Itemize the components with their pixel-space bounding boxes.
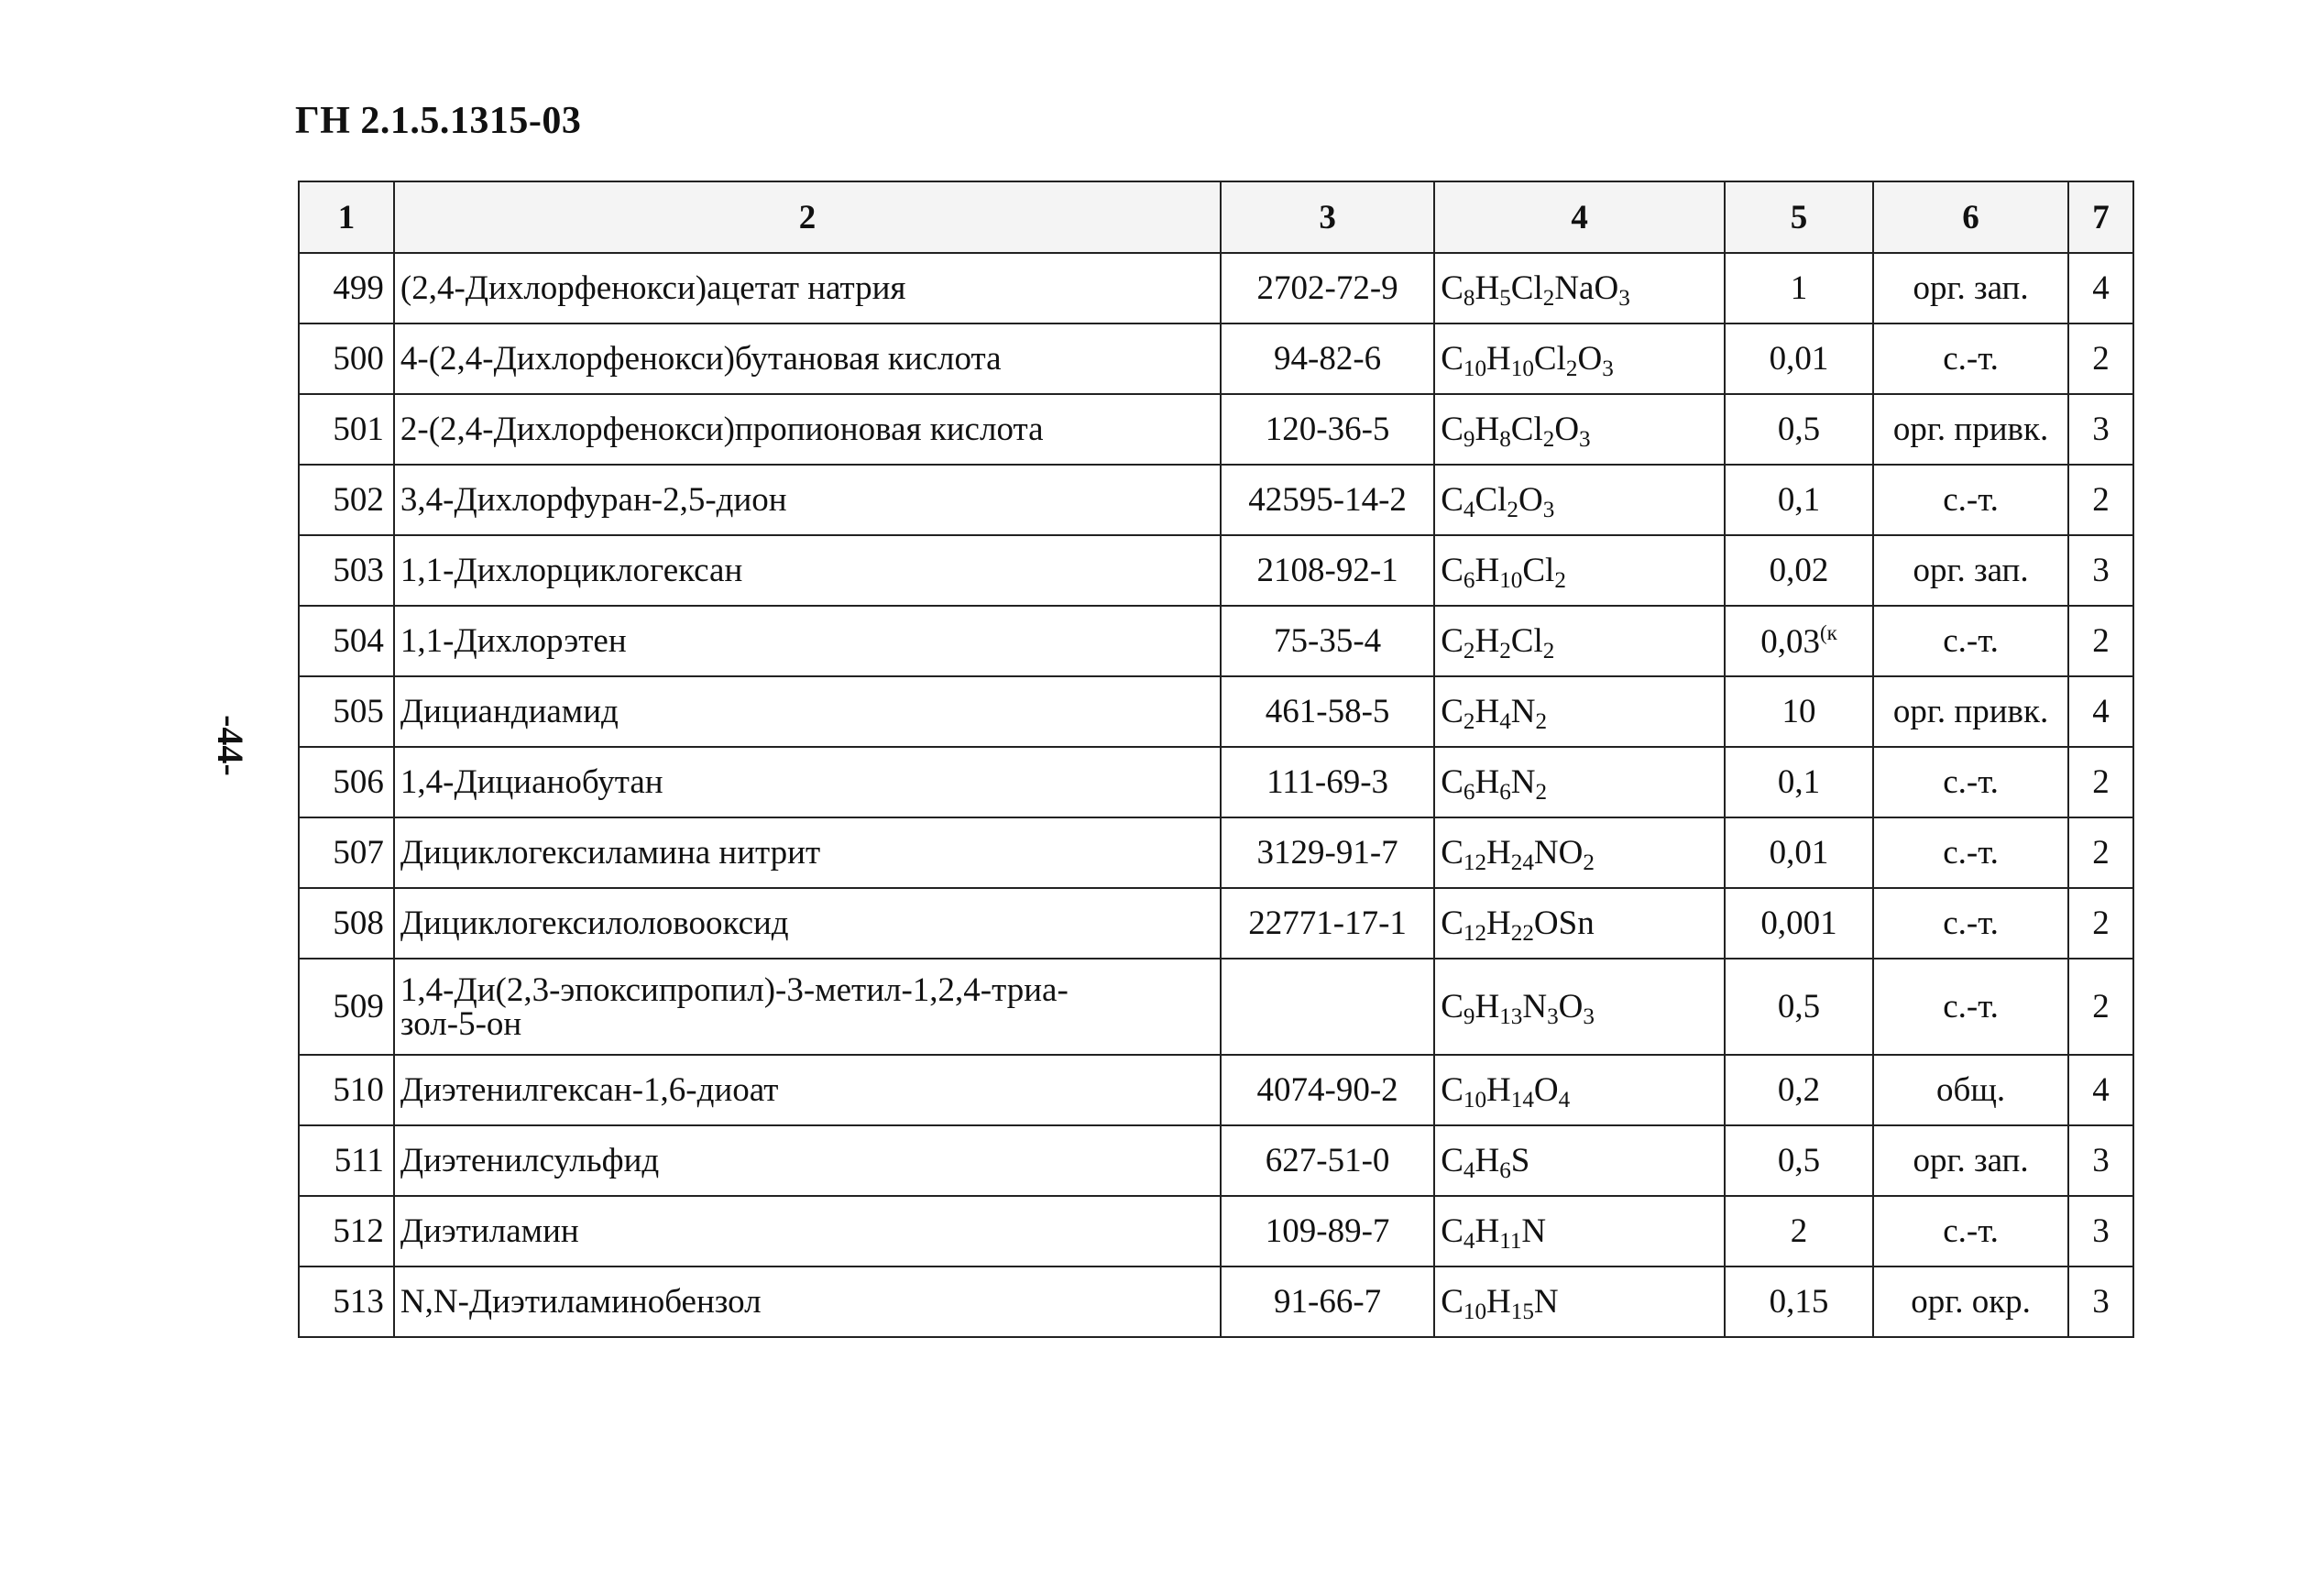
cell-cas-number: 75-35-4 [1221,606,1434,676]
cell-hazard-class: 4 [2068,676,2133,747]
cell-value [1725,1055,1873,1125]
cell-formula [1434,606,1725,676]
cell-number: 505 [299,676,394,747]
chemical-formula: $C_4H_{11}N$ [1441,1212,1547,1255]
cell-number: 501 [299,394,394,465]
cell-number: 512 [299,1196,394,1266]
value-text: 0,1 [1777,763,1821,801]
cell-cas-number: 42595-14-2 [1221,465,1434,535]
chemical-formula: $C_{10}H_{15}N$ [1441,1283,1559,1325]
cell-cas-number: 120-36-5 [1221,394,1434,465]
table-row [299,1055,2133,1125]
table-header-row [299,181,2133,253]
cell-hazard-sign: с.-т. [1873,817,2068,888]
table-row [299,959,2133,1055]
table-row [299,747,2133,817]
cell-name [394,253,1221,323]
cell-value [1725,959,1873,1055]
cell-name [394,535,1221,606]
cell-name [394,888,1221,959]
column-header-hazard-sign: 6 [1873,181,2068,253]
cell-hazard-class: 2 [2068,817,2133,888]
document-title: ГН 2.1.5.1315-03 [295,100,582,142]
table-body [299,253,2133,1337]
cell-formula [1434,1055,1725,1125]
chemical-formula: $C_4Cl_2O_3$ [1441,481,1555,523]
cell-formula [1434,253,1725,323]
cell-name [394,676,1221,747]
cell-value [1725,817,1873,888]
cell-number: 502 [299,465,394,535]
cell-name-line: Диэтенилсульфид [400,1142,660,1179]
cell-hazard-sign: с.-т. [1873,606,2068,676]
cell-value [1725,606,1873,676]
cell-name [394,394,1221,465]
cell-number: 499 [299,253,394,323]
cell-name [394,959,1221,1055]
cell-number: 513 [299,1266,394,1337]
cell-value [1725,394,1873,465]
table-row [299,1125,2133,1196]
table-row [299,1196,2133,1266]
value-text: 0,1 [1777,481,1821,519]
cell-hazard-class: 2 [2068,323,2133,394]
cell-cas-number: 91-66-7 [1221,1266,1434,1337]
cell-name [394,606,1221,676]
substances-table [298,181,2134,1338]
cell-hazard-sign: с.-т. [1873,888,2068,959]
chemical-formula: $C_{12}H_{22}OSn$ [1441,905,1595,947]
cell-value [1725,1125,1873,1196]
cell-name [394,1266,1221,1337]
table-row [299,253,2133,323]
table-row [299,394,2133,465]
cell-value [1725,888,1873,959]
cell-hazard-sign: орг. окр. [1873,1266,2068,1337]
cell-value [1725,465,1873,535]
chemical-formula: $C_{10}H_{10}Cl_2O_3$ [1441,340,1614,382]
cell-name-line: 2-(2,4-Дихлорфенокси)пропионовая кислота [400,411,1044,448]
cell-formula [1434,1196,1725,1266]
cell-name-line: 1,4-Ди(2,3-эпоксипропил)-3-метил-1,2,4-триа- [400,970,1069,1009]
table-row [299,817,2133,888]
table-row [299,888,2133,959]
cell-name-line: (2,4-Дихлорфенокси)ацетат натрия [400,269,906,307]
cell-cas-number [1221,959,1434,1055]
cell-name-line: Дициклогексиламина нитрит [400,834,821,872]
cell-name-line: 3,4-Дихлорфуран-2,5-дион [400,481,787,519]
column-header-value: 5 [1725,181,1873,253]
cell-formula [1434,747,1725,817]
cell-hazard-class: 3 [2068,1125,2133,1196]
value-text: 0,5 [1777,411,1821,448]
cell-cas-number: 111-69-3 [1221,747,1434,817]
cell-value [1725,253,1873,323]
cell-cas-number: 2108-92-1 [1221,535,1434,606]
column-header-cas: 3 [1221,181,1434,253]
chemical-formula: $C_4H_6S$ [1441,1142,1530,1184]
value-text: 0,03 [1760,622,1821,661]
cell-number: 503 [299,535,394,606]
cell-number: 508 [299,888,394,959]
value-text: 0,5 [1777,1142,1821,1179]
cell-name-line: 1,4-Дицианобутан [400,763,663,801]
cell-formula [1434,465,1725,535]
table-row [299,323,2133,394]
cell-formula [1434,959,1725,1055]
cell-hazard-class: 2 [2068,959,2133,1055]
column-header-class: 7 [2068,181,2133,253]
cell-hazard-class: 3 [2068,1196,2133,1266]
table-row [299,465,2133,535]
cell-name-line: 1,1-Дихлорэтен [400,622,627,660]
cell-name [394,323,1221,394]
cell-value [1725,1196,1873,1266]
cell-number: 509 [299,959,394,1055]
table-row [299,676,2133,747]
chemical-formula: $C_{12}H_{24}NO_2$ [1441,834,1595,876]
cell-formula [1434,817,1725,888]
cell-hazard-class: 2 [2068,747,2133,817]
cell-name [394,1196,1221,1266]
cell-hazard-sign: орг. привк. [1873,676,2068,747]
cell-cas-number: 461-58-5 [1221,676,1434,747]
substances-table-container [298,181,2134,1338]
cell-value [1725,535,1873,606]
cell-formula [1434,394,1725,465]
cell-hazard-class: 4 [2068,1055,2133,1125]
chemical-formula: $C_{10}H_{14}O_4$ [1441,1071,1571,1113]
table-row [299,606,2133,676]
cell-cas-number: 627-51-0 [1221,1125,1434,1196]
table-row [299,535,2133,606]
cell-cas-number: 94-82-6 [1221,323,1434,394]
value-text: 1 [1790,269,1808,307]
cell-name-line: Дициклогексилоловооксид [400,905,789,942]
cell-hazard-sign: общ. [1873,1055,2068,1125]
cell-hazard-sign: с.-т. [1873,323,2068,394]
column-header-number: 1 [299,181,394,253]
cell-value [1725,747,1873,817]
cell-hazard-sign: орг. зап. [1873,253,2068,323]
value-text: 0,02 [1769,552,1829,589]
cell-hazard-sign: орг. привк. [1873,394,2068,465]
cell-hazard-class: 4 [2068,253,2133,323]
cell-formula [1434,535,1725,606]
cell-hazard-class: 2 [2068,606,2133,676]
cell-name-line: Диэтенилгексан-1,6-диоат [400,1071,779,1109]
cell-number: 504 [299,606,394,676]
value-text: 0,15 [1769,1283,1829,1321]
cell-name [394,465,1221,535]
page-number: -44- [209,715,251,776]
chemical-formula: $C_9H_{13}N_3O_3$ [1441,988,1595,1030]
cell-name [394,817,1221,888]
cell-cas-number: 4074-90-2 [1221,1055,1434,1125]
chemical-formula: $C_2H_2Cl_2$ [1441,622,1555,664]
cell-name-line: 1,1-Дихлорциклогексан [400,552,743,589]
cell-number: 511 [299,1125,394,1196]
cell-formula [1434,888,1725,959]
cell-formula [1434,1125,1725,1196]
cell-name-line: Дициандиамид [400,693,619,730]
cell-cas-number: 2702-72-9 [1221,253,1434,323]
column-header-formula: 4 [1434,181,1725,253]
cell-hazard-sign: орг. зап. [1873,535,2068,606]
cell-cas-number: 109-89-7 [1221,1196,1434,1266]
cell-hazard-class: 3 [2068,1266,2133,1337]
cell-hazard-sign: с.-т. [1873,465,2068,535]
chemical-formula: $C_6H_6N_2$ [1441,763,1548,806]
cell-value [1725,1266,1873,1337]
cell-formula [1434,323,1725,394]
table-row [299,1266,2133,1337]
cell-hazard-sign: орг. зап. [1873,1125,2068,1196]
cell-name [394,1125,1221,1196]
cell-hazard-class: 2 [2068,465,2133,535]
cell-hazard-class: 3 [2068,394,2133,465]
cell-number: 500 [299,323,394,394]
value-text: 10 [1781,693,1816,730]
cell-name [394,1055,1221,1125]
cell-value [1725,676,1873,747]
cell-hazard-sign: с.-т. [1873,747,2068,817]
cell-hazard-sign: с.-т. [1873,1196,2068,1266]
cell-number: 506 [299,747,394,817]
value-text: 2 [1790,1212,1808,1250]
cell-number: 507 [299,817,394,888]
cell-hazard-sign: с.-т. [1873,959,2068,1055]
cell-name-line: Диэтиламин [400,1212,579,1250]
cell-name-line: 4-(2,4-Дихлорфенокси)бутановая кислота [400,340,1002,378]
cell-formula [1434,676,1725,747]
value-text: 0,2 [1777,1071,1821,1109]
cell-cas-number: 22771-17-1 [1221,888,1434,959]
cell-name-line: зол-5-он [400,1004,522,1043]
chemical-formula: $C_9H_8Cl_2O_3$ [1441,411,1591,453]
chemical-formula: $C_6H_{10}Cl_2$ [1441,552,1566,594]
cell-hazard-class: 3 [2068,535,2133,606]
value-footnote-mark: (к [1820,620,1837,644]
cell-name-line: N,N-Диэтиламинобензол [400,1283,762,1321]
cell-formula [1434,1266,1725,1337]
cell-value [1725,323,1873,394]
value-text: 0,01 [1769,340,1829,378]
value-text: 0,001 [1760,905,1837,942]
chemical-formula: $C_8H_5Cl_2NaO_3$ [1441,269,1630,312]
value-text: 0,5 [1777,988,1821,1025]
cell-hazard-class: 2 [2068,888,2133,959]
cell-number: 510 [299,1055,394,1125]
value-text: 0,01 [1769,834,1829,872]
column-header-name: 2 [394,181,1221,253]
cell-cas-number: 3129-91-7 [1221,817,1434,888]
chemical-formula: $C_2H_4N_2$ [1441,693,1548,735]
cell-name [394,747,1221,817]
